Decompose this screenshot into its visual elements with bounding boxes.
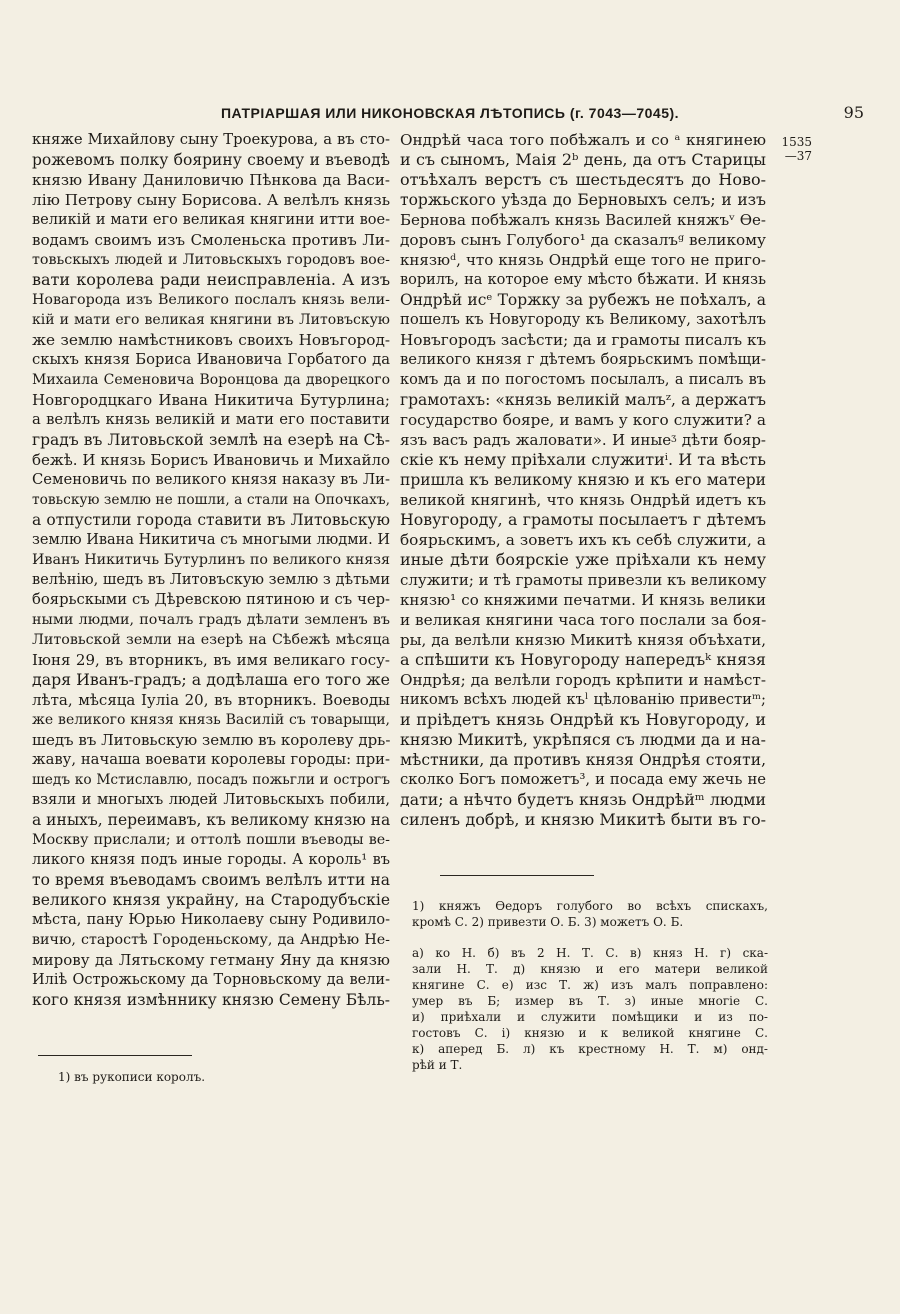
text-line: боярьскимъ, а зоветъ ихъ къ себѣ служити, а: [400, 531, 766, 549]
footnote-line: 1) княжъ Ѳедоръ голубого во всѣхъ спискахъ,: [412, 899, 768, 913]
text-line: великій и мати его великая княгини итти вое-: [32, 212, 390, 228]
text-line: Новагорода изъ Великого послалъ князь вели-: [32, 292, 390, 308]
text-line: а спѣшити къ Новугороду напередъᵏ князя: [400, 650, 766, 669]
running-head: ПАТРІАРШАЯ ИЛИ НИКОНОВСКАЯ ЛѢТОПИСЬ (г. 7043—7045).: [220, 105, 680, 121]
footnote-line: княгине С. е) изс Т. ж) изъ малъ поправлено:: [412, 978, 768, 992]
text-line: Новугороду, а грамоты посылаетъ г дѣтемъ: [400, 510, 766, 529]
right-footnote-rule: [440, 875, 594, 876]
margin-year-end: —37: [784, 149, 812, 163]
text-line: великой княгинѣ, что князь Ондрѣй идетъ къ: [400, 491, 766, 509]
text-line: бежѣ. И князь Борисъ Ивановичь и Михайло: [32, 451, 390, 469]
page-header: [30, 101, 870, 125]
text-line: Семеновичь по великого князя наказу въ Ли-: [32, 471, 390, 488]
text-line: а отпустили города ставити въ Литовьскую: [32, 511, 390, 529]
page-number: 95: [843, 103, 864, 122]
text-line: и пріѣдетъ князь Ондрѣй къ Новугороду, и: [400, 710, 766, 729]
text-line: шедъ въ Литовьскую землю въ королеву дрь-: [32, 731, 391, 749]
text-line: иные дѣти боярскіе уже пріѣхали къ нему: [400, 550, 766, 569]
left-footnote-rule: [38, 1055, 192, 1056]
text-line: ры, да велѣли князю Микитѣ князя объѣхати,: [400, 631, 766, 649]
text-line: Новгородцкаго Ивана Никитича Бутурлина;: [32, 391, 390, 409]
text-line: и великая княгини часа того послали за боя-: [400, 611, 767, 629]
left-footnote-text: 1) въ рукописи королъ.: [58, 1070, 206, 1084]
text-line: Литовьской земли на езерѣ на Сѣбежѣ мѣсяца: [32, 632, 390, 648]
footnote-line: а) ко Н. б) въ 2 Н. Т. С. в) княз Н. г) ска-: [412, 946, 768, 960]
text-line: Иліѣ Острожьскому да Торновьскому да вели-: [32, 972, 390, 988]
text-line: боярьскыми съ Дѣревскою пятиною и съ чер-: [32, 591, 390, 608]
text-line: товьскыхъ людей и Литовьскыхъ городовъ вое-: [32, 252, 390, 268]
footnote-line: рѣй и Т.: [412, 1058, 463, 1072]
text-line: княже Михайлову сыну Троекурова, а въ сто-: [32, 131, 390, 148]
text-line: великого князя г дѣтемъ боярьскимъ помѣщи-: [400, 351, 766, 368]
text-line: лѣта, мѣсяца Іуліа 20, въ вторникъ. Воеводы: [32, 691, 390, 709]
text-line: пришла къ великому князю и къ его матери: [400, 471, 766, 489]
text-line: скыхъ князя Бориса Ивановича Горбатого да: [32, 351, 390, 368]
right-text-column: [400, 130, 766, 830]
footnote-line: умер въ Б; измер въ Т. з) иные многіе С.: [412, 994, 768, 1008]
right-footnotes-lettered: [412, 945, 768, 1073]
text-line: Ондрѣй исᵉ Торжку за рубежъ не поѣхалъ, а: [400, 291, 766, 309]
text-line: а велѣлъ князь великій и мати его поставити: [32, 411, 390, 428]
footnote-line: к) аперед Б. л) къ крестному Н. Т. м) онд-: [412, 1042, 768, 1056]
text-line: и съ сыномъ, Маія 2ᵇ день, да отъ Старицы: [400, 150, 766, 169]
left-text-column: [32, 130, 390, 1010]
text-line: силенъ добрѣ, и князю Микитѣ быти въ го-: [400, 810, 766, 829]
footnote-line: кромѣ С. 2) привезти О. Б. 3) можетъ О. Б.: [412, 915, 684, 929]
text-line: мѣстники, да противъ князя Ондрѣя стояти,: [400, 751, 766, 769]
text-line: скіе къ нему пріѣхали служитиⁱ. И та вѣсть: [400, 450, 766, 469]
footnote-line: зали Н. Т. д) князю и его матери великой: [412, 962, 768, 976]
text-line: князю¹ со княжими печатми. И князь велики: [400, 591, 766, 609]
text-line: землю Ивана Никитича съ многыми людми. И: [32, 532, 391, 548]
text-line: ными людми, почалъ градъ дѣлати земленъ въ: [32, 612, 390, 628]
text-line: язъ васъ радъ жаловати». И иныеᶾ дѣти бояр-: [400, 431, 766, 449]
left-footnote: [58, 1069, 358, 1085]
text-line: мѣста, пану Юрью Николаеву сыну Родивило-: [32, 912, 390, 928]
text-line: шедъ ко Мстиславлю, посадъ пожьгли и острогъ: [32, 772, 390, 788]
text-line: вичю, старостѣ Городеньскому, да Андрѣю Не-: [32, 932, 390, 948]
text-line: князю Ивану Даниловичю Пѣнкова да Васи-: [32, 171, 390, 189]
text-line: князюᵈ, что князь Ондрѣй еще того не приго-: [400, 251, 766, 269]
text-line: комъ да и по погостомъ посылалъ, а писалъ въ: [400, 372, 766, 388]
footnote-line: и) приѣхали и служити помѣщики и из по-: [412, 1010, 768, 1024]
text-line: даря Иванъ-градъ; а додѣлаша его того же: [32, 670, 390, 689]
text-line: градъ въ Литовьской землѣ на езерѣ на Сѣ-: [32, 431, 390, 449]
text-line: же землю намѣстниковъ своихъ Новъгород-: [32, 331, 390, 349]
text-line: сколко Богъ поможетъ³, и посада ему жечь не: [400, 771, 766, 788]
text-line: жаву, начаша воевати королевы городы: при-: [32, 751, 390, 768]
text-line: ворилъ, на которое ему мѣсто бѣжати. И князь: [400, 272, 766, 288]
text-line: кій и мати его великая княгини въ Литовъскую: [32, 312, 390, 328]
text-line: грамотахъ: «князь великій малъᶻ, а держатъ: [400, 391, 766, 409]
text-line: Новъгородъ засѣсти; да и грамоты писалъ къ: [400, 331, 767, 349]
text-line: князю Микитѣ, укрѣпяся съ людми да и на-: [400, 730, 766, 749]
footnote-line: гостовъ С. і) князю и к великой княгине С.: [412, 1026, 768, 1040]
text-line: то время въеводамъ своимъ велѣлъ итти на: [32, 871, 390, 889]
text-line: же великого князя князь Василій съ товарыщи,: [32, 712, 390, 728]
text-line: взяли и многыхъ людей Литовьскыхъ побили,: [32, 792, 390, 808]
text-line: мирову да Лятьскому гетману Яну да князю: [32, 951, 390, 969]
text-line: Михаила Семеновича Воронцова да дворецкого: [32, 372, 390, 388]
text-line: Иванъ Никитичь Бутурлинъ по великого князя: [32, 552, 390, 568]
text-line: торжьского уѣзда до Берновыхъ селъ; и изъ: [400, 191, 766, 209]
text-line: а иныхъ, переимавъ, къ великому князю на: [32, 811, 391, 829]
text-line: Ондрѣя; да велѣли городъ крѣпити и намѣст-: [400, 671, 766, 689]
text-line: ликого князя подъ иные городы. А король¹ въ: [32, 852, 390, 868]
text-line: водамъ своимъ изъ Смоленьска противъ Ли-: [32, 231, 390, 249]
text-line: Москву прислали; и оттолѣ пошли въеводы ве-: [32, 832, 390, 848]
text-line: кого князя измѣннику князю Семену Бѣль-: [32, 991, 390, 1009]
text-line: Ондрѣй часа того побѣжалъ и со ᵃ княгинею: [400, 131, 766, 149]
text-line: доровъ сынъ Голубого¹ да сказалъᵍ великому: [400, 231, 766, 249]
text-line: великого князя украйну, на Стародубъскіе: [32, 891, 390, 909]
margin-year-note: [768, 135, 812, 163]
text-line: дати; а нѣчто будетъ князь Ондрѣйᵐ людми: [400, 790, 766, 809]
text-line: никомъ всѣхъ людей къˡ цѣлованію привестиᵐ;: [400, 691, 766, 708]
text-line: отъѣхалъ верстъ съ шестьдесятъ до Ново-: [400, 170, 766, 189]
margin-year: 1535: [781, 135, 812, 149]
text-line: товьскую землю не пошли, а стали на Опочкахъ,: [32, 492, 390, 508]
text-line: вати королева ради неисправленіа. А изъ: [32, 270, 390, 289]
text-line: рожевомъ полку боярину своему и въеводѣ: [32, 151, 390, 169]
text-line: Бернова побѣжалъ князь Василей княжъᵛ Ѳе-: [400, 211, 766, 229]
right-footnotes-numbered: [412, 898, 768, 930]
text-line: государство бояре, и вамъ у кого служити? а: [400, 411, 766, 429]
text-line: лію Петрову сыну Борисова. А велѣлъ князь: [32, 191, 390, 209]
text-line: служити; и тѣ грамоты привезли къ великому: [400, 571, 767, 589]
text-line: велѣнію, шедъ въ Литовъскую землю з дѣтьми: [32, 572, 390, 588]
text-line: Іюня 29, въ вторникъ, въ имя великаго госу-: [32, 651, 390, 669]
text-line: пошелъ къ Новугороду къ Великому, захотѣлъ: [400, 311, 766, 328]
